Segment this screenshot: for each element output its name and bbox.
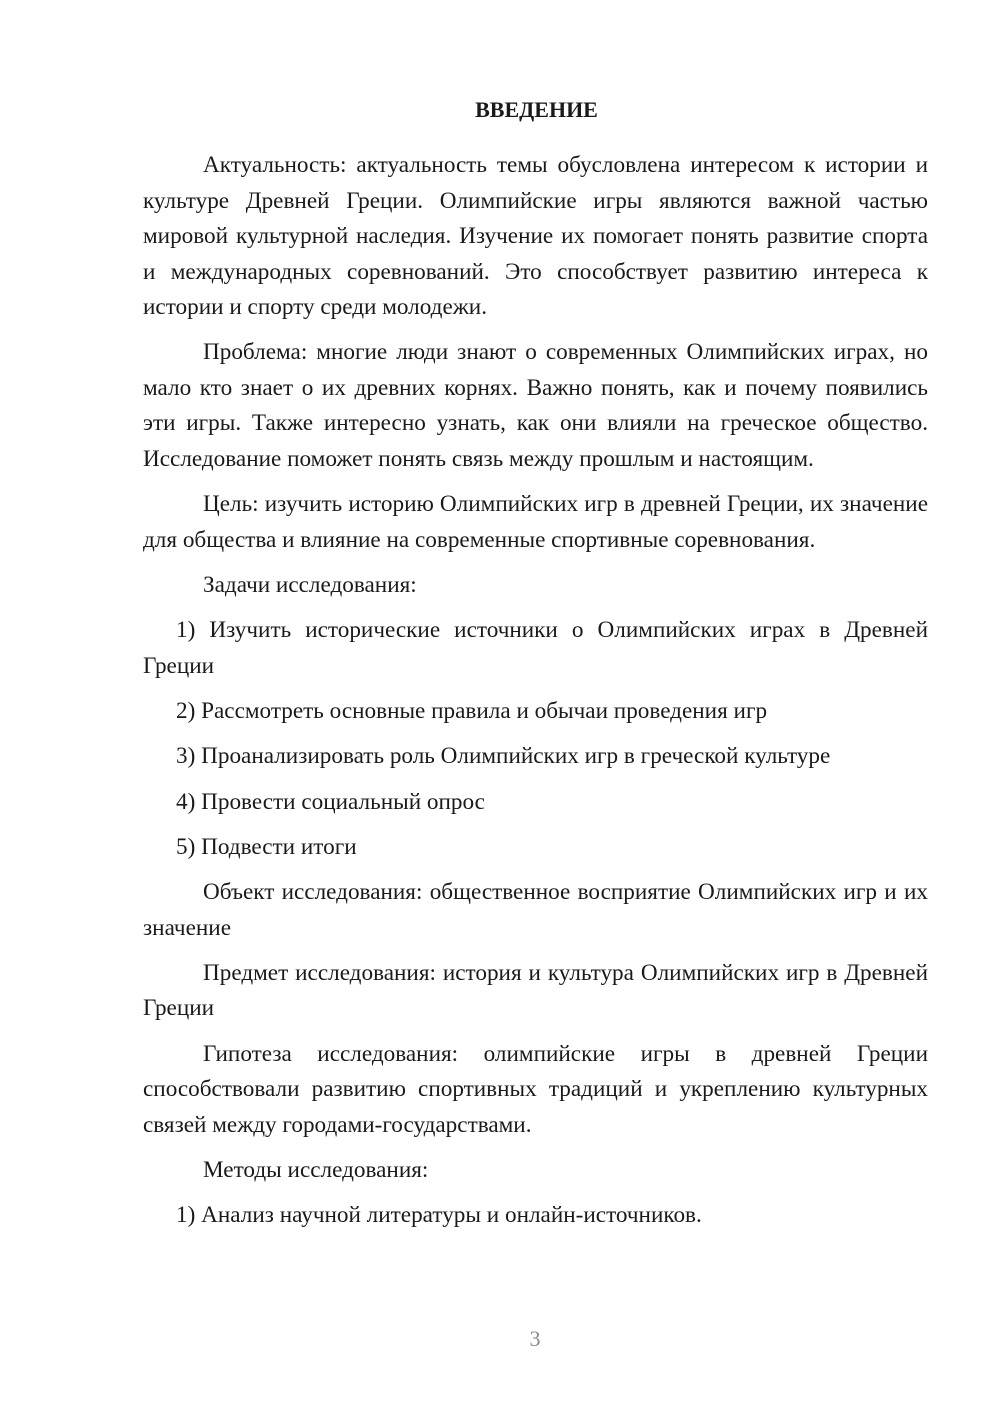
tasks-list: [143, 613, 928, 865]
methods-heading: Методы исследования:: [203, 1157, 429, 1184]
tasks-heading: Задачи исследования:: [203, 571, 417, 598]
document-page: [143, 92, 928, 1244]
subject-paragraph: Предмет исследования: история и культура Олимпийских игр в Древней Греции: [143, 959, 928, 1022]
goal-paragraph: Цель: изучить историю Олимпийских игр в древней Греции, их значение для общества и влияние на современные спортивные соревнования.: [143, 491, 928, 553]
task-item: 5) Подвести итоги: [176, 833, 357, 860]
object-paragraph: Объект исследования: общественное восприятие Олимпийских игр и их значение: [143, 879, 928, 941]
problem-paragraph: Проблема: многие люди знают о современных Олимпийских играх, но мало кто знает о их древних корнях. Важно понять, как и почему появились эти игры. Также интересно узнать, как они влияли на греческое общество. Исследование поможет понять связь между прошлым и настоящим.: [143, 339, 928, 472]
method-item: 1) Анализ научной литературы и онлайн-источников.: [176, 1202, 702, 1229]
task-item: 4) Провести социальный опрос: [176, 788, 485, 815]
task-item: 1) Изучить исторические источники о Олимпийских играх в Древней Греции: [143, 617, 928, 679]
relevance-paragraph: Актуальность: актуальность темы обусловлена интересом к истории и культуре Древней Греции. Олимпийские игры являются важной частью мировой культурной наследия. Изучение их помогает понять развитие спорта и международных соревнований. Это способствует развитию интереса к истории и спорту среди молодежи.: [143, 152, 928, 320]
task-item: 3) Проанализировать роль Олимпийских игр в греческой культуре: [176, 743, 831, 770]
page-number: 3: [529, 1326, 541, 1351]
hypothesis-paragraph: Гипотеза исследования: олимпийские игры в древней Греции способствовали развитию спортивных традиций и укреплению культурных связей между городами-государствами.: [143, 1040, 928, 1138]
methods-list: [143, 1198, 928, 1234]
page-title: ВВЕДЕНИЕ: [475, 97, 598, 122]
task-item: 2) Рассмотреть основные правила и обычаи проведения игр: [176, 697, 768, 724]
